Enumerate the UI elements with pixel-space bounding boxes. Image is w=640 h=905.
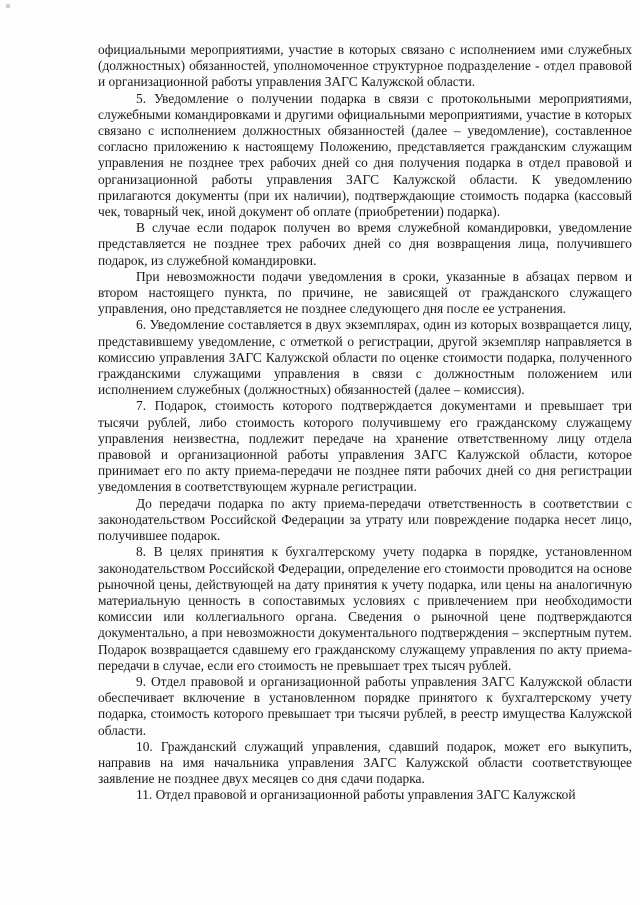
- scan-mark: [6, 4, 10, 8]
- paragraph-10: 10. Гражданский служащий управления, сдавший подарок, может его выкупить, направив на имя начальника управления ЗАГС Калужской области соответствующее заявление не позднее двух месяцев со дня сдачи подарка.: [98, 738, 632, 787]
- paragraph-5-impossibility: При невозможности подачи уведомления в сроки, указанные в абзацах первом и втором настоящего пункта, по причине, не зависящей от гражданского служащего управления, оно представляется не позднее следующего дня после ее устранения.: [98, 268, 632, 317]
- paragraph-7: 7. Подарок, стоимость которого подтверждается документами и превышает три тысячи рублей, либо стоимость которого получившему его гражданскому служащему управления неизвестна, подлежит передаче на хранение ответственному лицу отдела правовой и организационной работы управления ЗАГС Калужской области, которое принимает его по акту приема-передачи не позднее пяти рабочих дней со дня регистрации уведомления в соответствующем журнале регистрации.: [98, 398, 632, 495]
- paragraph-7-responsibility: До передачи подарка по акту приема-передачи ответственность в соответствии с законодательством Российской Федерации за утрату или повреждение подарка несет лицо, получившее подарок.: [98, 495, 632, 544]
- paragraph-4-continuation: официальными мероприятиями, участие в которых связано с исполнением ими служебных (должностных) обязанностей, уполномоченное структурное подразделение - отдел правовой и организационной работы управления ЗАГС Калужской области.: [98, 42, 632, 90]
- document-body: [98, 42, 632, 804]
- paragraph-11-start: 11. Отдел правовой и организационной работы управления ЗАГС Калужской: [136, 787, 576, 803]
- paragraph-8: 8. В целях принятия к бухгалтерскому учету подарка в порядке, установленном законодательством Российской Федерации, определение его стоимости проводится на основе рыночной цены, действующей на дату принятия к учету подарка, или цены на аналогичную материальную ценность в сопоставимых условиях с привлечением при необходимости комиссии или коллегиального органа. Сведения о рыночной цене подтверждаются документально, а при невозможности документального подтверждения – экспертным путем. Подарок возвращается сдавшему его гражданскому служащему управления по акту приема-передачи в случае, если его стоимость не превышает трех тысяч рублей.: [98, 544, 632, 673]
- paragraph-6: 6. Уведомление составляется в двух экземплярах, один из которых возвращается лицу, представившему уведомление, с отметкой о регистрации, другой экземпляр направляется в комиссию управления ЗАГС Калужской области по оценке стоимости подарка, полученного гражданскими служащими управления в связи с должностным положением или исполнением служебных (должностных) обязанностей (далее – комиссия).: [98, 317, 632, 398]
- paragraph-5-business-trip: В случае если подарок получен во время служебной командировки, уведомление представляется не позднее трех рабочих дней со дня возвращения лица, получившего подарок, из служебной командировки.: [98, 220, 632, 268]
- paragraph-5: 5. Уведомление о получении подарка в связи с протокольными мероприятиями, служебными командировками и другими официальными мероприятиями, участие в которых связано с исполнением должностных обязанностей (далее – уведомление), составленное согласно приложению к настоящему Положению, представляется гражданским служащим управления не позднее трех рабочих дней со дня получения подарка в отдел правовой и организационной работы управления ЗАГС Калужской области. К уведомлению прилагаются документы (при их наличии), подтверждающие стоимость подарка (кассовый чек, товарный чек, иной документ об оплате (приобретении) подарка).: [98, 90, 632, 220]
- paragraph-9: 9. Отдел правовой и организационной работы управления ЗАГС Калужской области обеспечивает включение в установленном порядке принятого к бухгалтерскому учету подарка, стоимость которого превышает три тысячи рублей, в реестр имущества Калужской области.: [98, 673, 632, 738]
